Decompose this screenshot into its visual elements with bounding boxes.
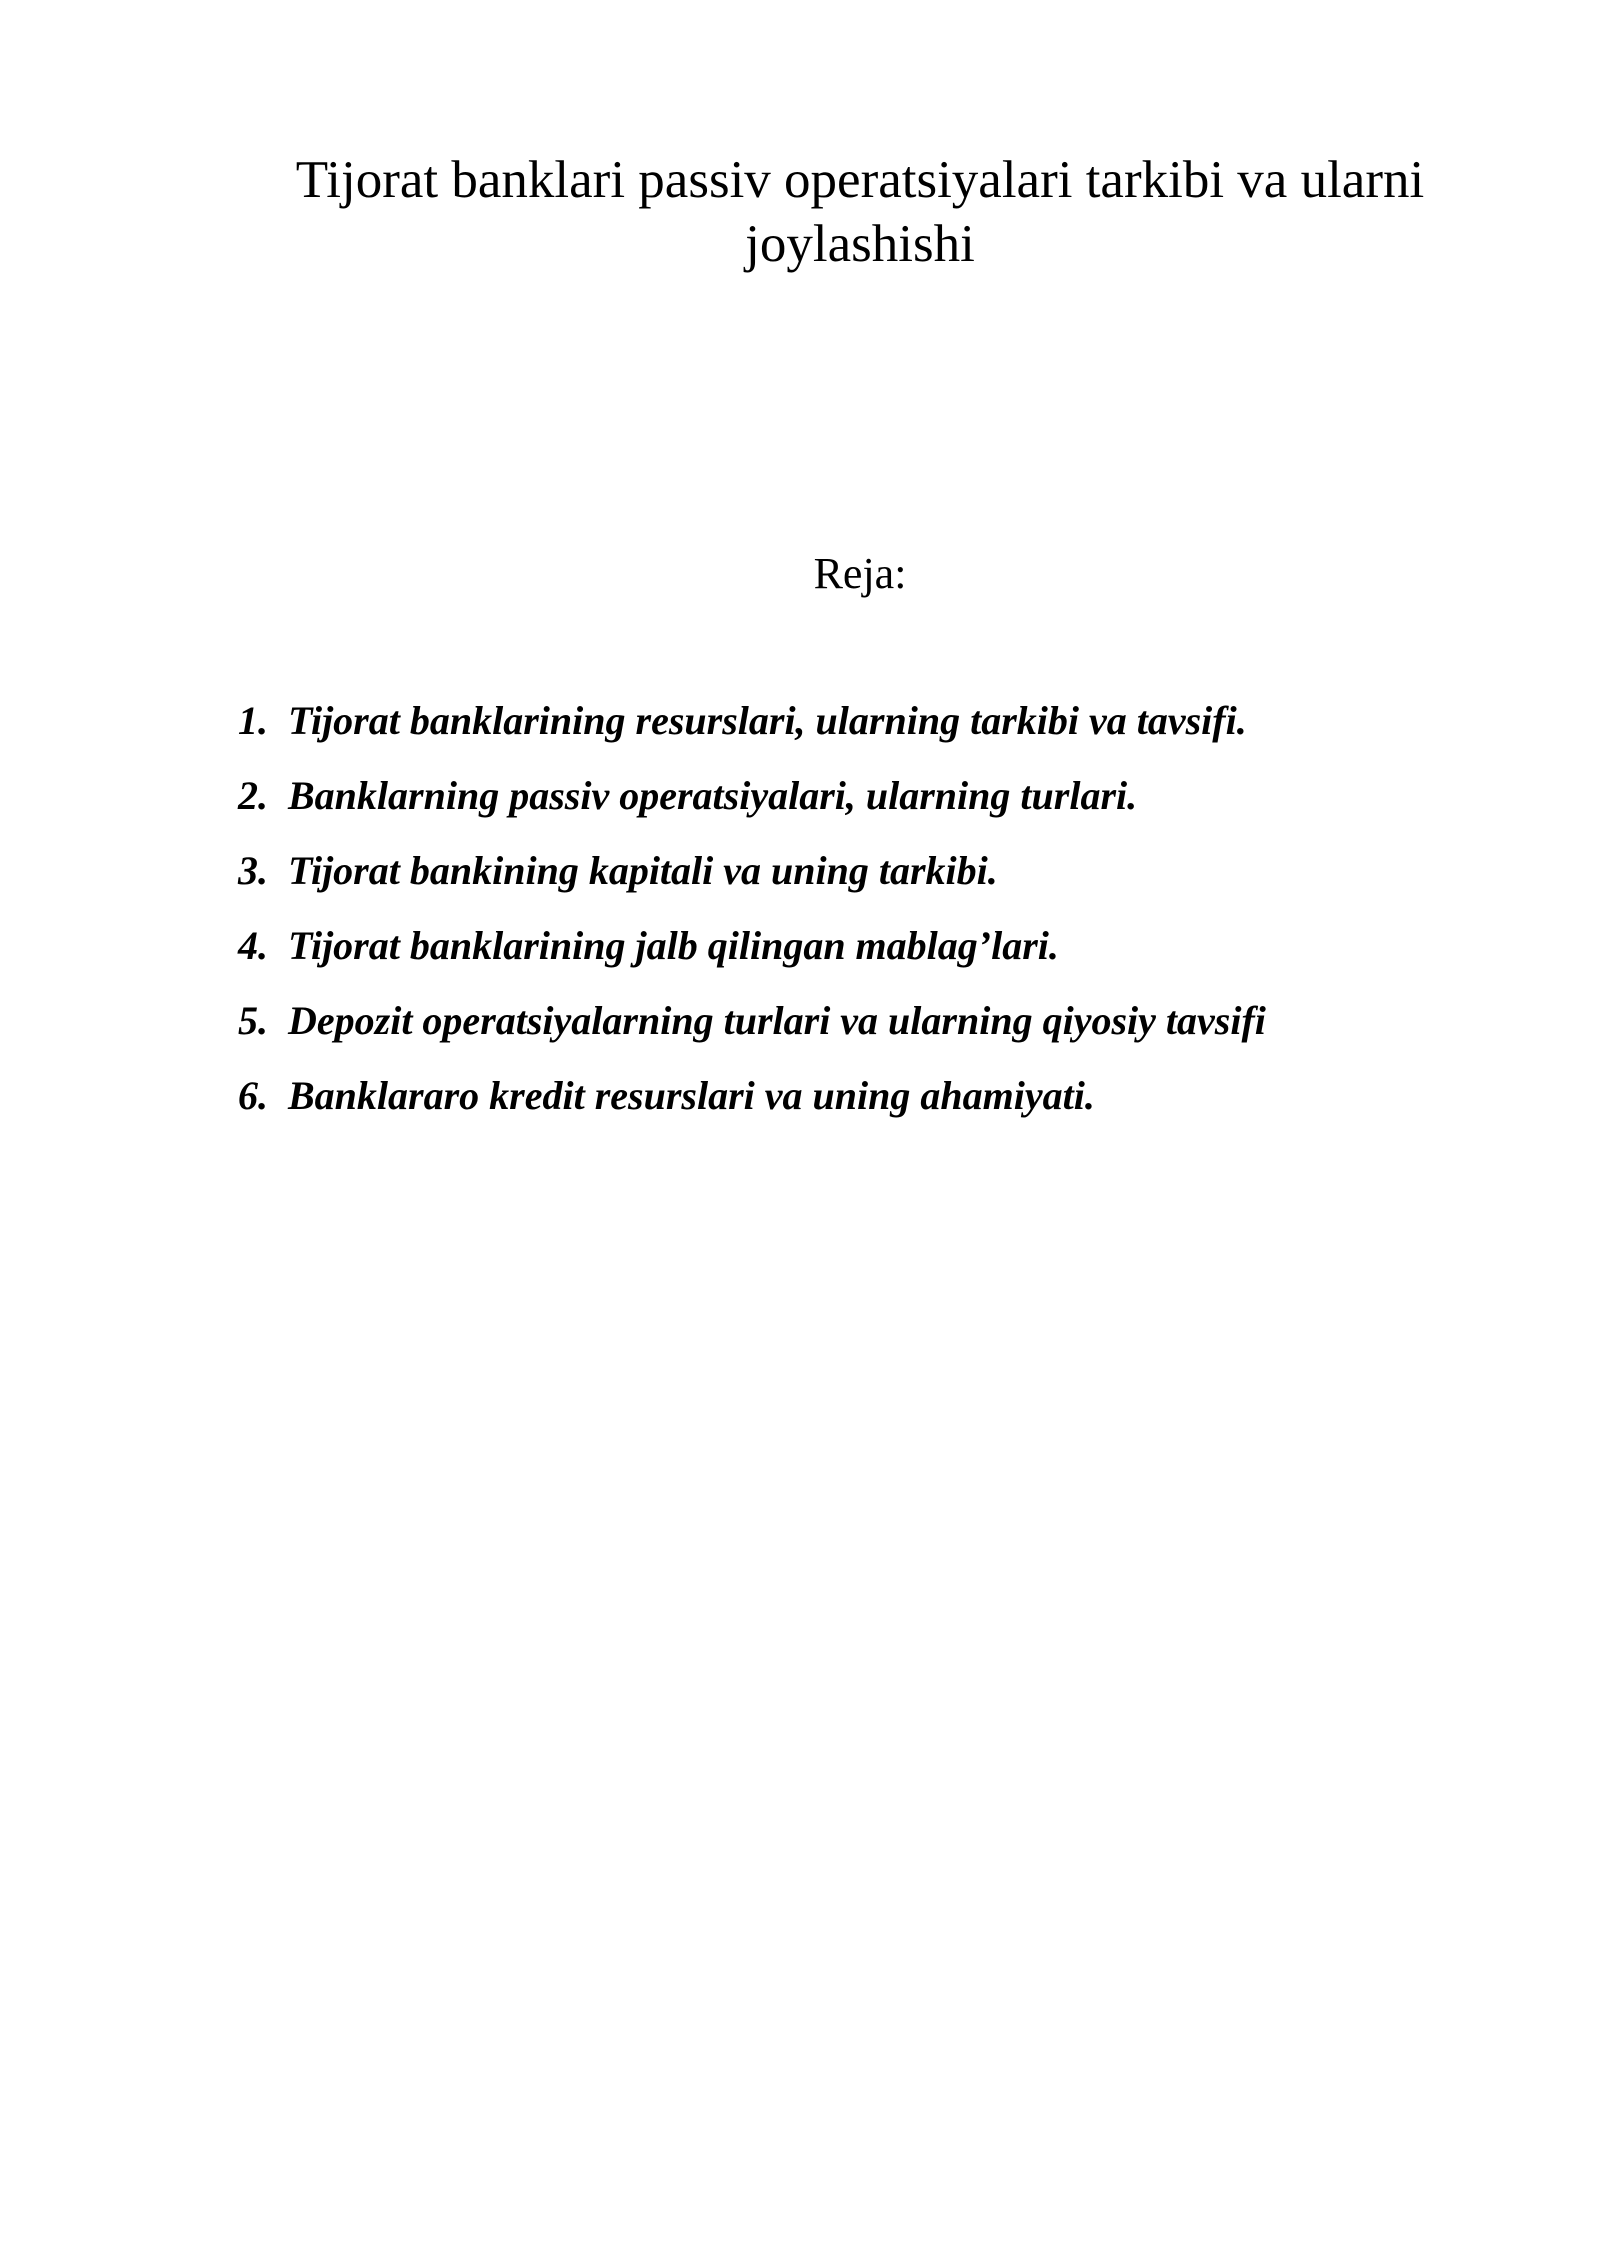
plan-item-text: Depozit operatsiyalarning turlari va ularning qiyosiy tavsifi [288, 998, 1266, 1043]
plan-item [238, 996, 1438, 1046]
plan-item-text: Tijorat banklarining jalb qilingan mablag’lari. [288, 923, 1059, 968]
plan-item [238, 771, 1438, 821]
plan-item-number: 4. [238, 923, 268, 968]
title-line-2: joylashishi [745, 215, 975, 273]
plan-item [238, 696, 1438, 746]
plan-item [238, 1071, 1438, 1121]
plan-list [238, 696, 1438, 1146]
plan-item-number: 3. [238, 848, 268, 893]
plan-item-number: 2. [238, 773, 268, 818]
plan-item [238, 846, 1438, 896]
document-title [240, 148, 1480, 276]
plan-item-text: Tijorat bankining kapitali va uning tarkibi. [288, 848, 998, 893]
plan-item-number: 1. [238, 698, 268, 743]
plan-item-text: Banklarning passiv operatsiyalari, ularning turlari. [288, 773, 1138, 818]
plan-item-text: Banklararo kredit resurslari va uning ahamiyati. [288, 1073, 1095, 1118]
plan-item-number: 6. [238, 1073, 268, 1118]
plan-heading: Reja: [813, 549, 907, 598]
plan-item-number: 5. [238, 998, 268, 1043]
plan-item-text: Tijorat banklarining resurslari, ularning tarkibi va tavsifi. [288, 698, 1247, 743]
plan-item [238, 921, 1438, 971]
title-line-1: Tijorat banklari passiv operatsiyalari tarkibi va ularni [295, 151, 1425, 209]
